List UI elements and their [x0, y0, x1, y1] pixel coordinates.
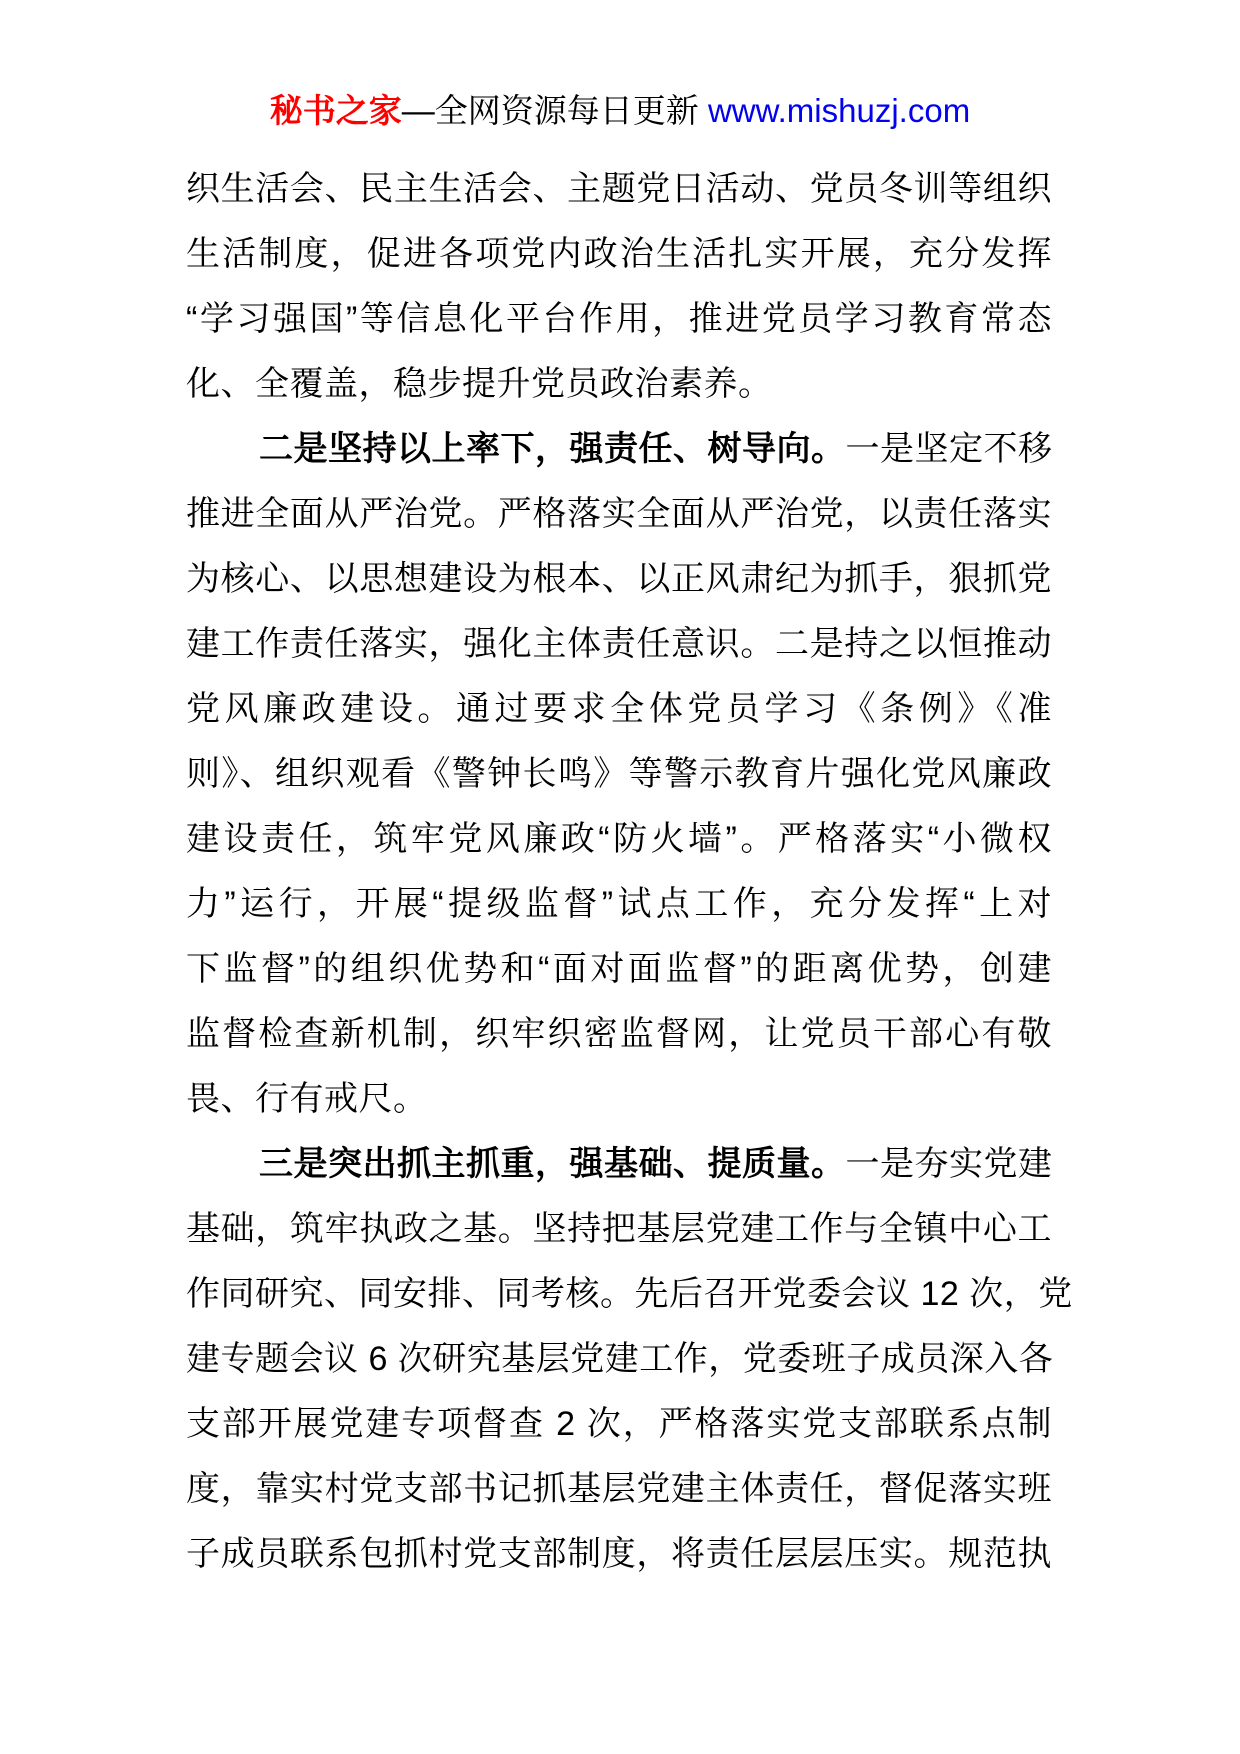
text-run: 一是夯实党建 — [845, 1145, 1053, 1183]
text-line — [186, 677, 1052, 742]
text-run: 支部开展党建专项督查 2 次，严格落实党支部联系点制 — [186, 1405, 1052, 1443]
text-run: 生活制度，促进各项党内政治生活扎实开展，充分发挥 — [186, 235, 1052, 273]
text-line — [186, 352, 1052, 417]
document-body — [186, 157, 1073, 1587]
text-line — [186, 1002, 1052, 1067]
text-run: 则》、组织观看《警钟长鸣》等警示教育片强化党风廉政 — [186, 755, 1052, 793]
text-line — [186, 417, 1052, 482]
text-line — [186, 1197, 1052, 1262]
bold-text-run: 三是突出抓主抓重，强基础、提质量。 — [259, 1145, 846, 1183]
text-line — [186, 1132, 1052, 1197]
text-run: 织生活会、民主生活会、主题党日活动、党员冬训等组织 — [186, 170, 1052, 208]
site-name: 秘书之家 — [269, 92, 402, 129]
text-run: 力”运行，开展“提级监督”试点工作，充分发挥“上对 — [186, 885, 1052, 923]
site-tagline: —全网资源每日更新 — [401, 92, 708, 129]
bold-text-run: 二是坚持以上率下，强责任、树导向。 — [259, 430, 846, 468]
text-line — [186, 547, 1052, 612]
page-header — [0, 88, 1240, 134]
text-line — [186, 287, 1052, 352]
text-run: 作同研究、同安排、同考核。先后召开党委会议 12 次，党 — [186, 1275, 1073, 1313]
text-line — [186, 612, 1052, 677]
text-run: “学习强国”等信息化平台作用，推进党员学习教育常态 — [186, 300, 1052, 338]
text-line — [186, 1262, 1073, 1327]
text-run: 建设责任，筑牢党风廉政“防火墙”。严格落实“小微权 — [186, 820, 1052, 858]
text-line — [186, 157, 1052, 222]
text-line — [186, 872, 1052, 937]
text-run: 一是坚定不移 — [845, 430, 1053, 468]
text-line — [186, 1327, 1052, 1392]
text-run: 监督检查新机制，织牢织密监督网，让党员干部心有敬 — [186, 1015, 1052, 1053]
text-line — [186, 742, 1052, 807]
text-run: 建工作责任落实，强化主体责任意识。二是持之以恒推动 — [186, 625, 1052, 663]
text-run: 党风廉政建设。通过要求全体党员学习《条例》《准 — [186, 690, 1052, 728]
text-line — [186, 222, 1052, 287]
text-run: 建专题会议 6 次研究基层党建工作，党委班子成员深入各 — [186, 1340, 1054, 1378]
text-line — [186, 807, 1052, 872]
text-line — [186, 1522, 1052, 1587]
text-run: 为核心、以思想建设为根本、以正风肃纪为抓手，狠抓党 — [186, 560, 1052, 598]
text-run: 基础，筑牢执政之基。坚持把基层党建工作与全镇中心工 — [186, 1210, 1052, 1248]
site-url: www.mishuzj.com — [707, 92, 971, 129]
text-line — [186, 1392, 1052, 1457]
text-line — [186, 482, 1052, 547]
text-run: 推进全面从严治党。严格落实全面从严治党，以责任落实 — [186, 495, 1052, 533]
text-run: 下监督”的组织优势和“面对面监督”的距离优势，创建 — [186, 950, 1052, 988]
text-line — [186, 1457, 1052, 1522]
text-run: 度，靠实村党支部书记抓基层党建主体责任，督促落实班 — [186, 1470, 1052, 1508]
text-run: 子成员联系包抓村党支部制度，将责任层层压实。规范执 — [186, 1535, 1052, 1573]
text-run: 化、全覆盖，稳步提升党员政治素养。 — [186, 365, 773, 403]
text-line — [186, 1067, 1052, 1132]
text-line — [186, 937, 1052, 1002]
text-run: 畏、行有戒尺。 — [186, 1080, 428, 1118]
